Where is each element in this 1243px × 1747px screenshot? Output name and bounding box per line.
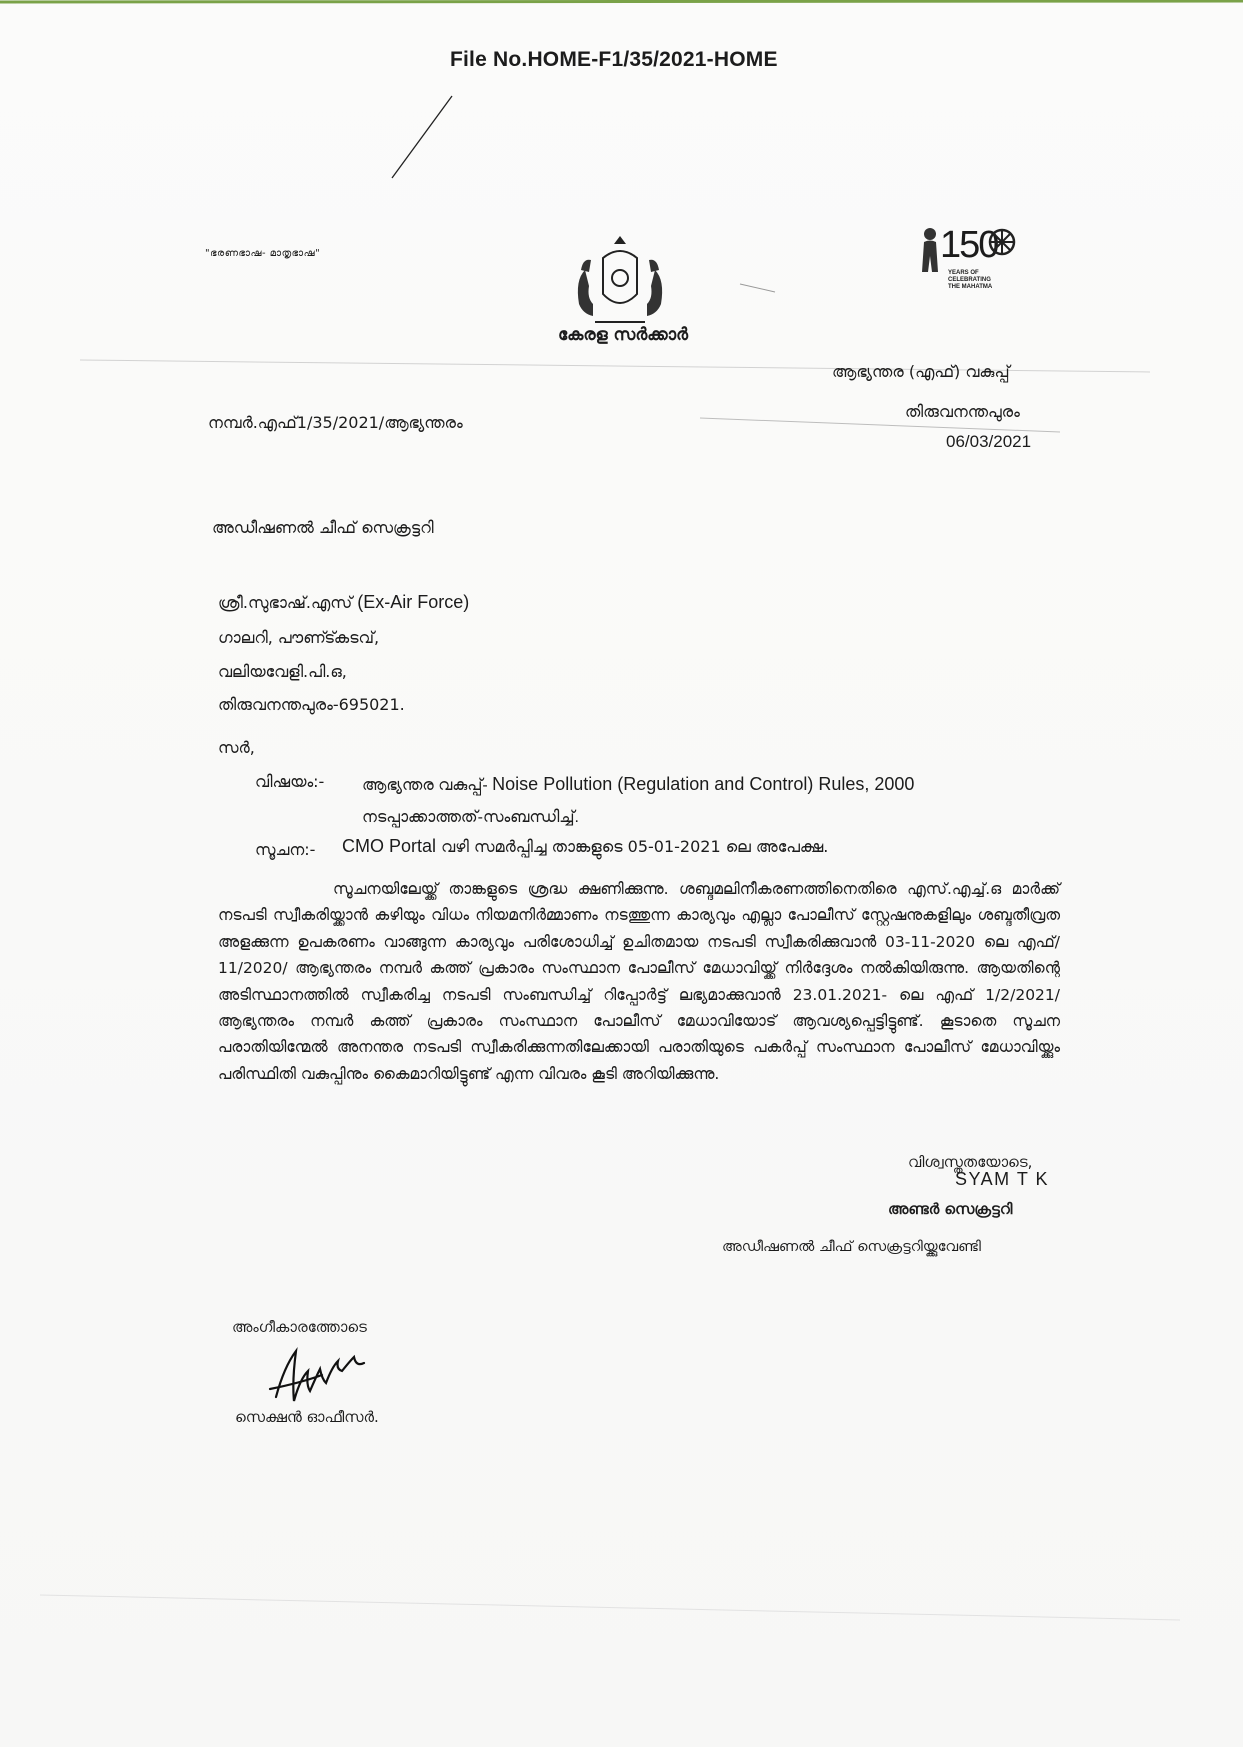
on-behalf-of: അഡീഷണൽ ചീഫ് സെക്രട്ടറിയ്ക്കുവേണ്ടി [722,1239,981,1255]
kerala-emblem-icon [565,230,675,330]
handwritten-signature [262,1335,382,1415]
recipient-address-line: തിരുവനന്തപുരം-695021. [218,695,405,714]
gandhi-150-logo [918,222,1028,298]
recipient-address-line: ഗാലറി, പൗണ്ട്കടവ്, [218,628,380,647]
letter-date: 06/03/2021 [946,432,1032,451]
file-number: File No.HOME-F1/35/2021-HOME [450,48,778,71]
badge-number: 150 [940,224,998,266]
reference-label: സൂചന:- [255,840,316,859]
subject-label: വിഷയം:- [255,772,325,791]
reference-number: നമ്പർ.എഫ്1/35/2021/ആഭ്യന്തരം [208,413,463,432]
section-officer-label: സെക്ഷൻ ഓഫീസർ. [235,1408,379,1426]
recipient-name: ശ്രീ.സുഭാഷ്.എസ് (Ex-Air Force) [218,592,470,612]
charkha-wheel-icon [988,228,1016,256]
closing: വിശ്വസ്തതയോടെ, [908,1153,1033,1171]
motto-text: "ഭരണഭാഷ- മാതൃഭാഷ" [205,248,321,259]
government-name: കേരള സർക്കാർ [558,325,689,345]
reference-text: CMO Portal വഴി സമർപ്പിച്ച താങ്കളുടെ 05-01-2021 ലെ അപേക്ഷ. [342,836,829,856]
department: ആഭ്യന്തര (എഫ്) വകുപ്പ് [832,362,1010,381]
subject-text: ആഭ്യന്തര വകുപ്പ്- Noise Pollution (Regulation and Control) Rules, 2000 നടപ്പാക്കാത്തത്-സംബന്ധിച്ച്. [362,774,915,826]
sender: അഡീഷണൽ ചീഫ് സെക്രട്ടറി [212,518,434,537]
place: തിരുവനന്തപുരം [905,402,1020,421]
approval-label: അംഗീകാരത്തോടെ [232,1318,367,1336]
gandhi-silhouette-icon [918,226,940,276]
body-paragraph: സൂചനയിലേയ്ക്ക് താങ്കളുടെ ശ്രദ്ധ ക്ഷണിക്കുന്നു. ശബ്ദമലിനീകരണത്തിനെതിരെ എസ്.എച്ച്.ഒ മാർക്ക് നടപടി സ്വീകരിയ്ക്കാൻ കഴിയും വിധം നിയമനിർമ്മാണം നടത്തുന്ന കാര്യവും എല്ലാ പോലീസ് സ്റ്റേഷനുകളിലും ശബ്ദതീവ്രത അളക്കുന്ന ഉപകരണം വാങ്ങുന്ന കാര്യവും പരിശോധിച്ച് ഉചിതമായ നടപടി സ്വീകരിക്കുവാൻ 03-11-2020 ലെ എഫ്/ 11/2020/ ആഭ്യന്തരം നമ്പർ കത്ത് പ്രകാരം സംസ്ഥാന പോലീസ് മേധാവിയ്ക്ക് നിർദ്ദേശം നൽകിയിരുന്നു. ആയതിന്റെ അടിസ്ഥാനത്തിൽ സ്വീകരിച്ച നടപടി സംബന്ധിച്ച് റിപ്പോർട്ട് ലഭ്യമാക്കുവാൻ 23.01.2021- ലെ എഫ് 1/2/2021/ ആഭ്യന്തരം നമ്പർ കത്ത് പ്രകാരം സംസ്ഥാന പോലീസ് മേധാവിയോട് ആവശ്യപ്പെട്ടിട്ടുണ്ട്. കൂടാതെ സൂചന പരാതിയിന്മേൽ അനന്തര നടപടി സ്വീകരിക്കുന്നതിലേക്കായി പരാതിയുടെ പകർപ്പ് സംസ്ഥാന പോലീസ് മേധാവിയ്ക്കും പരിസ്ഥിതി വകുപ്പിനും കൈമാറിയിട്ടുണ്ട് എന്ന വിവരം കൂടി അറിയിക്കുന്നു. [218,880,1060,1083]
signer-name: SYAM T K [955,1169,1050,1189]
badge-caption: YEARS OF CELEBRATING THE MAHATMA [948,270,993,290]
salutation: സർ, [218,738,255,757]
recipient-address-line: വലിയവേളി.പി.ഒ, [218,662,347,681]
signer-designation: അണ്ടർ സെക്രട്ടറി [888,1200,1013,1218]
